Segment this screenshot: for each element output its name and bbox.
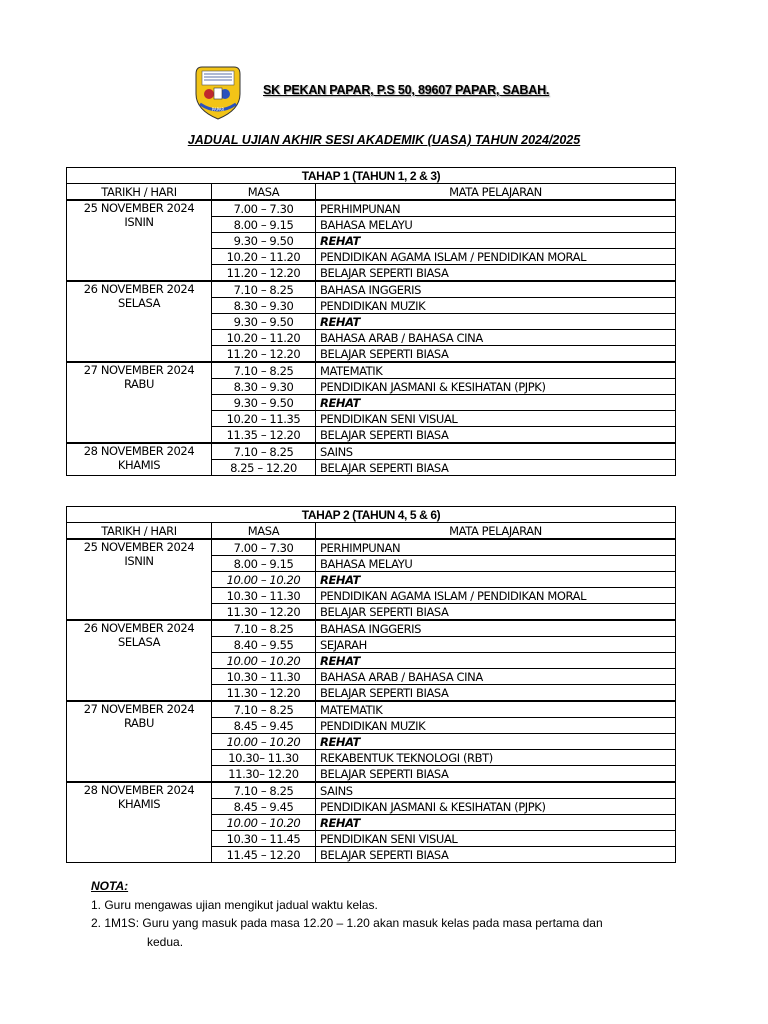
document-title: JADUAL UJIAN AKHIR SESI AKADEMIK (UASA) TAHUN 2024/2025 — [187, 133, 581, 147]
school-address: SK PEKAN PAPAR, P.S 50, 89607 PAPAR, SABAH. — [263, 83, 550, 97]
date-cell — [67, 701, 212, 782]
subject-cell: SAINS — [316, 782, 676, 799]
column-header-time: MASA — [212, 523, 316, 540]
note-item: 2. 1M1S: Guru yang masuk pada masa 12.20 – 1.20 akan masuk kelas pada masa pertama dan — [91, 916, 603, 930]
date-cell — [67, 443, 212, 476]
break-subject-cell: REHAT — [316, 734, 676, 750]
subject-cell: PENDIDIKAN JASMANI & KESIHATAN (PJPK) — [316, 799, 676, 815]
table-title-row — [67, 168, 676, 184]
day-text: RABU — [123, 716, 155, 730]
school-crest-logo — [192, 64, 244, 122]
break-subject-cell: REHAT — [316, 572, 676, 588]
column-header-row — [67, 523, 676, 540]
date-text: 27 NOVEMBER 2024 — [83, 702, 195, 716]
day-text: KHAMIS — [117, 458, 161, 472]
time-cell: 7.10 – 8.25 — [212, 443, 316, 460]
time-cell: 11.30– 12.20 — [212, 766, 316, 783]
column-header-row — [67, 184, 676, 201]
time-cell: 10.30 – 11.30 — [212, 669, 316, 685]
time-cell: 10.00 – 10.20 — [212, 734, 316, 750]
break-subject-cell: REHAT — [316, 395, 676, 411]
subject-cell: BAHASA INGGERIS — [316, 281, 676, 298]
subject-cell: PENDIDIKAN SENI VISUAL — [316, 411, 676, 427]
subject-cell: BELAJAR SEPERTI BIASA — [316, 346, 676, 363]
time-cell: 10.30– 11.30 — [212, 750, 316, 766]
subject-cell: MATEMATIK — [316, 701, 676, 718]
date-text: 28 NOVEMBER 2024 — [83, 783, 195, 797]
time-cell: 11.35 – 12.20 — [212, 427, 316, 444]
date-text: 25 NOVEMBER 2024 — [83, 540, 195, 554]
table-title-row — [67, 507, 676, 523]
column-header-date: TARIKH / HARI — [67, 523, 212, 540]
date-cell — [67, 782, 212, 863]
time-cell: 8.00 – 9.15 — [212, 217, 316, 233]
time-cell: 7.10 – 8.25 — [212, 782, 316, 799]
subject-cell: BAHASA MELAYU — [316, 217, 676, 233]
time-cell: 8.00 – 9.15 — [212, 556, 316, 572]
table-row — [67, 281, 676, 298]
time-cell: 10.00 – 10.20 — [212, 815, 316, 831]
subject-cell: BELAJAR SEPERTI BIASA — [316, 685, 676, 702]
date-text: 26 NOVEMBER 2024 — [83, 282, 195, 296]
subject-cell: BAHASA INGGERIS — [316, 620, 676, 637]
column-header-date: TARIKH / HARI — [67, 184, 212, 201]
break-subject-cell: REHAT — [316, 653, 676, 669]
schedule-table-tahap-2 — [66, 506, 676, 863]
date-text: 25 NOVEMBER 2024 — [83, 201, 195, 215]
time-cell: 10.30 – 11.45 — [212, 831, 316, 847]
break-subject-cell: REHAT — [316, 233, 676, 249]
subject-cell: BELAJAR SEPERTI BIASA — [316, 265, 676, 282]
note-item-continued: kedua. — [147, 934, 184, 949]
subject-cell: SAINS — [316, 443, 676, 460]
subject-cell: PENDIDIKAN SENI VISUAL — [316, 831, 676, 847]
time-cell: 10.20 – 11.20 — [212, 330, 316, 346]
table-row — [67, 362, 676, 379]
logo-text: PAPAR — [211, 107, 225, 112]
notes-section — [91, 877, 603, 951]
time-cell: 9.30 – 9.50 — [212, 233, 316, 249]
time-cell: 8.30 – 9.30 — [212, 298, 316, 314]
subject-cell: PENDIDIKAN MUZIK — [316, 718, 676, 734]
break-subject-cell: REHAT — [316, 314, 676, 330]
time-cell: 8.40 – 9.55 — [212, 637, 316, 653]
time-cell: 8.45 – 9.45 — [212, 718, 316, 734]
note-item: 1. Guru mengawas ujian mengikut jadual waktu kelas. — [91, 897, 378, 912]
time-cell: 7.10 – 8.25 — [212, 362, 316, 379]
time-cell: 11.30 – 12.20 — [212, 685, 316, 702]
time-cell: 9.30 – 9.50 — [212, 314, 316, 330]
subject-cell: PERHIMPUNAN — [316, 200, 676, 217]
day-text: KHAMIS — [117, 797, 161, 811]
table-row — [67, 620, 676, 637]
date-cell — [67, 200, 212, 281]
time-cell: 7.10 – 8.25 — [212, 281, 316, 298]
subject-cell: BELAJAR SEPERTI BIASA — [316, 766, 676, 783]
time-cell: 10.30 – 11.30 — [212, 588, 316, 604]
column-header-subject: MATA PELAJARAN — [316, 184, 676, 201]
table-row — [67, 782, 676, 799]
time-cell: 7.10 – 8.25 — [212, 620, 316, 637]
subject-cell: MATEMATIK — [316, 362, 676, 379]
date-text: 28 NOVEMBER 2024 — [83, 444, 195, 458]
time-cell: 10.20 – 11.35 — [212, 411, 316, 427]
date-cell — [67, 539, 212, 620]
time-cell: 7.10 – 8.25 — [212, 701, 316, 718]
date-cell — [67, 362, 212, 443]
time-cell: 10.00 – 10.20 — [212, 653, 316, 669]
date-text: 27 NOVEMBER 2024 — [83, 363, 195, 377]
table-row — [67, 701, 676, 718]
subject-cell: BELAJAR SEPERTI BIASA — [316, 460, 676, 476]
subject-cell: REKABENTUK TEKNOLOGI (RBT) — [316, 750, 676, 766]
day-text: ISNIN — [124, 215, 154, 229]
table-row — [67, 200, 676, 217]
break-subject-cell: REHAT — [316, 815, 676, 831]
date-cell — [67, 281, 212, 362]
subject-cell: BAHASA ARAB / BAHASA CINA — [316, 669, 676, 685]
time-cell: 11.30 – 12.20 — [212, 604, 316, 621]
table-title: TAHAP 1 (TAHUN 1, 2 & 3) — [67, 168, 676, 184]
column-header-subject: MATA PELAJARAN — [316, 523, 676, 540]
subject-cell: PERHIMPUNAN — [316, 539, 676, 556]
time-cell: 7.00 – 7.30 — [212, 539, 316, 556]
day-text: ISNIN — [124, 554, 154, 568]
time-cell: 10.20 – 11.20 — [212, 249, 316, 265]
day-text: SELASA — [117, 296, 161, 310]
time-cell: 9.30 – 9.50 — [212, 395, 316, 411]
table-row — [67, 539, 676, 556]
date-text: 26 NOVEMBER 2024 — [83, 621, 195, 635]
notes-heading: NOTA: — [91, 879, 129, 893]
time-cell: 8.45 – 9.45 — [212, 799, 316, 815]
subject-cell: BELAJAR SEPERTI BIASA — [316, 427, 676, 444]
time-cell: 7.00 – 7.30 — [212, 200, 316, 217]
time-cell: 11.20 – 12.20 — [212, 265, 316, 282]
time-cell: 8.30 – 9.30 — [212, 379, 316, 395]
document-header — [192, 64, 592, 124]
day-text: RABU — [123, 377, 155, 391]
subject-cell: PENDIDIKAN AGAMA ISLAM / PENDIDIKAN MORAL — [316, 249, 676, 265]
subject-cell: PENDIDIKAN AGAMA ISLAM / PENDIDIKAN MORAL — [316, 588, 676, 604]
subject-cell: BAHASA MELAYU — [316, 556, 676, 572]
subject-cell: BAHASA ARAB / BAHASA CINA — [316, 330, 676, 346]
subject-cell: SEJARAH — [316, 637, 676, 653]
table-title: TAHAP 2 (TAHUN 4, 5 & 6) — [67, 507, 676, 523]
time-cell: 11.20 – 12.20 — [212, 346, 316, 363]
subject-cell: PENDIDIKAN MUZIK — [316, 298, 676, 314]
column-header-time: MASA — [212, 184, 316, 201]
day-text: SELASA — [117, 635, 161, 649]
time-cell: 8.25 – 12.20 — [212, 460, 316, 476]
time-cell: 11.45 – 12.20 — [212, 847, 316, 863]
table-row — [67, 443, 676, 460]
time-cell: 10.00 – 10.20 — [212, 572, 316, 588]
schedule-table-tahap-1 — [66, 167, 676, 476]
subject-cell: BELAJAR SEPERTI BIASA — [316, 847, 676, 863]
subject-cell: BELAJAR SEPERTI BIASA — [316, 604, 676, 621]
subject-cell: PENDIDIKAN JASMANI & KESIHATAN (PJPK) — [316, 379, 676, 395]
date-cell — [67, 620, 212, 701]
